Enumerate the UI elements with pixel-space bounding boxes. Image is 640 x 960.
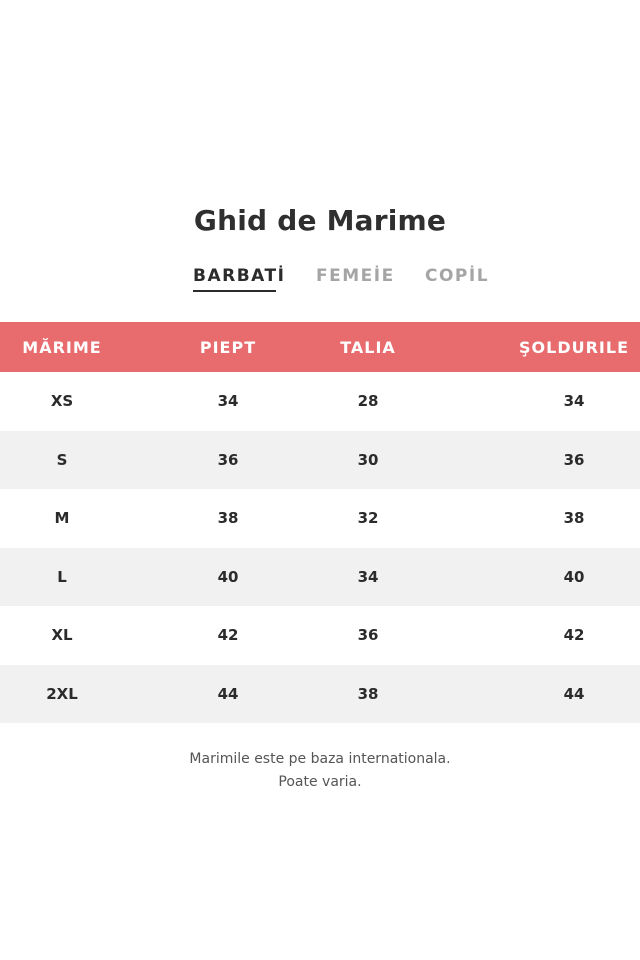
table-row <box>0 489 640 548</box>
table-row <box>0 665 640 724</box>
tab-barbati[interactable]: BARBATİ <box>193 266 276 292</box>
cell-piept: 40 <box>217 567 239 586</box>
size-table <box>0 322 640 723</box>
cell-talia: 28 <box>357 392 379 411</box>
cell-piept: 44 <box>217 684 239 703</box>
cell-talia: 32 <box>357 509 379 528</box>
cell-size: S <box>56 450 68 469</box>
cell-piept: 36 <box>217 450 239 469</box>
page-title: Ghid de Marime <box>193 204 447 237</box>
cell-piept: 42 <box>217 626 239 645</box>
cell-size: 2XL <box>46 684 78 703</box>
cell-size: XL <box>51 626 73 645</box>
cell-piept: 38 <box>217 509 239 528</box>
cell-size: L <box>57 567 67 586</box>
note-line-1: Marimile este pe baza internationala. <box>189 751 451 767</box>
header-soldurile: ŞOLDURILE <box>519 337 629 357</box>
cell-talia: 36 <box>357 626 379 645</box>
cell-size: M <box>54 509 70 528</box>
header-marime: MĂRIME <box>22 337 102 357</box>
size-note <box>0 748 640 794</box>
cell-talia: 34 <box>357 567 379 586</box>
cell-piept: 34 <box>217 392 239 411</box>
table-header <box>0 322 640 372</box>
note-line-2: Poate varia. <box>278 774 362 790</box>
tab-femeie[interactable]: FEMEİE <box>316 266 395 286</box>
table-row <box>0 372 640 431</box>
table-row <box>0 548 640 607</box>
table-row <box>0 431 640 490</box>
gender-tabs <box>0 266 640 296</box>
table-row <box>0 606 640 665</box>
cell-talia: 30 <box>357 450 379 469</box>
cell-soldurile: 42 <box>563 626 585 645</box>
cell-soldurile: 44 <box>563 684 585 703</box>
cell-soldurile: 36 <box>563 450 585 469</box>
cell-soldurile: 38 <box>563 509 585 528</box>
header-talia: TALIA <box>340 337 396 357</box>
cell-size: XS <box>50 392 74 411</box>
cell-talia: 38 <box>357 684 379 703</box>
cell-soldurile: 34 <box>563 392 585 411</box>
tab-copil[interactable]: COPİL <box>425 266 490 286</box>
header-piept: PIEPT <box>199 337 257 357</box>
cell-soldurile: 40 <box>563 567 585 586</box>
